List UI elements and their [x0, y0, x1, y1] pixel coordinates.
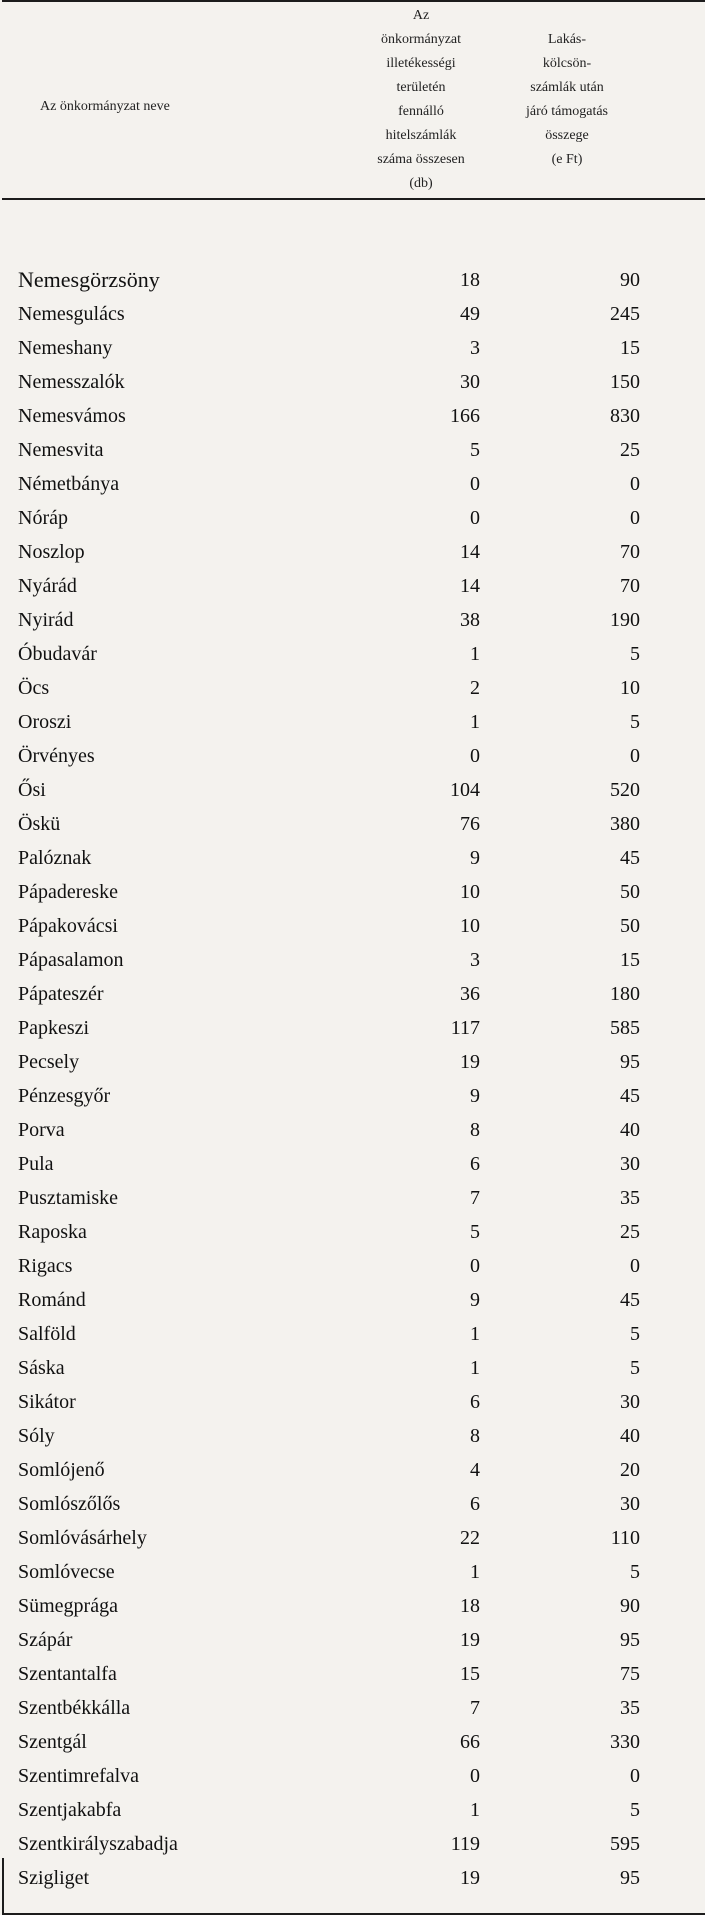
support-amount: 0 — [630, 745, 640, 767]
table-row — [0, 1183, 705, 1217]
table-row — [0, 605, 705, 639]
table-row — [0, 401, 705, 435]
account-count: 5 — [470, 439, 480, 461]
table-row — [0, 1625, 705, 1659]
account-count: 1 — [470, 1799, 480, 1821]
table-row — [0, 537, 705, 571]
municipality-name: Nemesvámos — [18, 405, 126, 427]
support-amount: 70 — [620, 541, 640, 563]
support-amount: 95 — [620, 1867, 640, 1889]
table-row — [0, 911, 705, 945]
municipality-name: Sümegprága — [18, 1595, 118, 1617]
table-row — [0, 673, 705, 707]
municipality-name: Pápadereske — [18, 881, 118, 903]
account-count: 4 — [470, 1459, 480, 1481]
table-row — [0, 1387, 705, 1421]
municipality-name: Papkeszi — [18, 1017, 90, 1039]
table-row — [0, 1081, 705, 1115]
account-count: 0 — [470, 745, 480, 767]
table-row — [0, 843, 705, 877]
municipality-name: Németbánya — [18, 473, 120, 495]
account-count: 8 — [470, 1425, 480, 1447]
support-amount: 190 — [610, 609, 640, 631]
municipality-name: Oroszi — [18, 711, 72, 733]
table-row — [0, 1421, 705, 1455]
account-count: 119 — [450, 1833, 480, 1855]
account-count: 1 — [470, 1357, 480, 1379]
municipality-name: Szentantalfa — [18, 1663, 117, 1685]
table-row — [0, 741, 705, 775]
support-amount: 5 — [630, 1323, 640, 1345]
municipality-name: Szápár — [18, 1629, 73, 1651]
account-count: 9 — [470, 1085, 480, 1107]
municipality-name: Románd — [18, 1289, 86, 1311]
account-count: 7 — [470, 1697, 480, 1719]
table-row — [0, 367, 705, 401]
municipality-name: Ősi — [18, 779, 46, 801]
municipality-name: Somlószőlős — [18, 1493, 121, 1515]
municipality-name: Sóly — [18, 1425, 55, 1447]
support-amount: 595 — [610, 1833, 640, 1855]
table-row — [0, 1591, 705, 1625]
support-amount: 45 — [620, 1289, 640, 1311]
support-amount: 0 — [630, 1255, 640, 1277]
support-amount: 20 — [620, 1459, 640, 1481]
table-row — [0, 1217, 705, 1251]
column-header-count: Az önkormányzat illetékességi területén fennálló hitelszámlák száma összesen (db) — [377, 8, 465, 191]
table-row — [0, 469, 705, 503]
support-amount: 35 — [620, 1697, 640, 1719]
support-amount: 5 — [630, 643, 640, 665]
table-row — [0, 809, 705, 843]
municipality-name: Szentjakabfa — [18, 1799, 122, 1821]
account-count: 0 — [470, 473, 480, 495]
account-count: 49 — [460, 303, 480, 325]
account-count: 22 — [460, 1527, 480, 1549]
table-row — [0, 435, 705, 469]
account-count: 0 — [470, 507, 480, 529]
support-amount: 0 — [630, 473, 640, 495]
support-amount: 585 — [610, 1017, 640, 1039]
support-amount: 75 — [620, 1663, 640, 1685]
municipality-name: Somlóvásárhely — [18, 1527, 147, 1549]
municipality-name: Pénzesgyőr — [18, 1085, 111, 1107]
support-amount: 5 — [630, 1561, 640, 1583]
municipality-name: Nyirád — [18, 609, 74, 631]
municipality-name: Noszlop — [18, 541, 85, 563]
account-count: 14 — [460, 575, 480, 597]
account-count: 19 — [460, 1629, 480, 1651]
support-amount: 245 — [610, 303, 640, 325]
municipality-name: Pusztamiske — [18, 1187, 118, 1209]
support-amount: 5 — [630, 1357, 640, 1379]
support-amount: 30 — [620, 1391, 640, 1413]
support-amount: 40 — [620, 1425, 640, 1447]
table-row — [0, 1829, 705, 1863]
support-amount: 150 — [610, 371, 640, 393]
support-amount: 10 — [620, 677, 640, 699]
support-amount: 70 — [620, 575, 640, 597]
table-row — [0, 707, 705, 741]
table-row — [0, 1251, 705, 1285]
account-count: 76 — [460, 813, 480, 835]
account-count: 15 — [460, 1663, 480, 1685]
account-count: 7 — [470, 1187, 480, 1209]
municipality-name: Somlójenő — [18, 1459, 105, 1481]
column-header-name: Az önkormányzat neve — [40, 99, 170, 114]
municipality-name: Pápateszér — [18, 983, 104, 1005]
account-count: 10 — [460, 915, 480, 937]
municipality-name: Pecsely — [18, 1051, 80, 1073]
support-amount: 90 — [620, 1595, 640, 1617]
table-row — [0, 1353, 705, 1387]
account-count: 8 — [470, 1119, 480, 1141]
municipality-name: Nemesszalók — [18, 371, 125, 393]
account-count: 1 — [470, 1323, 480, 1345]
municipality-name: Pápasalamon — [18, 949, 124, 971]
support-amount: 35 — [620, 1187, 640, 1209]
account-count: 0 — [470, 1255, 480, 1277]
table-row — [0, 1523, 705, 1557]
account-count: 6 — [470, 1153, 480, 1175]
table-row — [0, 1047, 705, 1081]
account-count: 18 — [460, 1595, 480, 1617]
table-row — [0, 1795, 705, 1829]
column-header-amount: Lakás- kölcsön- számlák után járó támogatás összege (e Ft) — [525, 32, 609, 167]
account-count: 166 — [450, 405, 480, 427]
account-count: 18 — [460, 269, 480, 291]
municipality-name: Sikátor — [18, 1391, 76, 1413]
account-count: 117 — [450, 1017, 480, 1039]
municipality-name: Öskü — [18, 813, 61, 835]
account-count: 2 — [470, 677, 480, 699]
top-rule — [2, 0, 705, 2]
account-count: 14 — [460, 541, 480, 563]
municipality-name: Somlóvecse — [18, 1561, 115, 1583]
support-amount: 95 — [620, 1051, 640, 1073]
municipality-name: Rigacs — [18, 1255, 73, 1277]
table-row — [0, 265, 705, 299]
support-amount: 50 — [620, 881, 640, 903]
support-amount: 830 — [610, 405, 640, 427]
account-count: 0 — [470, 1765, 480, 1787]
account-count: 19 — [460, 1867, 480, 1889]
municipality-name: Szigliget — [18, 1867, 90, 1889]
support-amount: 95 — [620, 1629, 640, 1651]
support-amount: 110 — [610, 1527, 640, 1549]
table-row — [0, 1013, 705, 1047]
municipality-name: Nemeshany — [18, 337, 113, 359]
support-amount: 380 — [610, 813, 640, 835]
table-row — [0, 1863, 705, 1897]
account-count: 6 — [470, 1493, 480, 1515]
municipality-name: Raposka — [18, 1221, 87, 1243]
support-amount: 40 — [620, 1119, 640, 1141]
table-row — [0, 503, 705, 537]
account-count: 38 — [460, 609, 480, 631]
account-count: 9 — [470, 1289, 480, 1311]
table-body — [0, 265, 705, 1897]
table-row — [0, 877, 705, 911]
municipality-name: Sáska — [18, 1357, 65, 1379]
account-count: 3 — [470, 337, 480, 359]
support-amount: 45 — [620, 1085, 640, 1107]
municipality-name: Nyárád — [18, 575, 77, 597]
account-count: 9 — [470, 847, 480, 869]
municipality-name: Pula — [18, 1153, 54, 1175]
left-border — [2, 1858, 4, 1915]
support-amount: 15 — [620, 949, 640, 971]
account-count: 19 — [460, 1051, 480, 1073]
municipality-name: Szentgál — [18, 1731, 87, 1753]
account-count: 5 — [470, 1221, 480, 1243]
table-row — [0, 1727, 705, 1761]
support-amount: 5 — [630, 1799, 640, 1821]
support-amount: 30 — [620, 1493, 640, 1515]
table-row — [0, 1693, 705, 1727]
municipality-name: Porva — [18, 1119, 65, 1141]
account-count: 6 — [470, 1391, 480, 1413]
support-amount: 180 — [610, 983, 640, 1005]
support-amount: 50 — [620, 915, 640, 937]
table-row — [0, 979, 705, 1013]
table-row — [0, 775, 705, 809]
municipality-name: Nemesvita — [18, 439, 104, 461]
support-amount: 90 — [620, 269, 640, 291]
table-row — [0, 1285, 705, 1319]
account-count: 3 — [470, 949, 480, 971]
support-amount: 520 — [610, 779, 640, 801]
municipality-name: Nemesgörzsöny — [18, 267, 160, 292]
support-amount: 5 — [630, 711, 640, 733]
support-amount: 25 — [620, 1221, 640, 1243]
support-amount: 45 — [620, 847, 640, 869]
table-row — [0, 571, 705, 605]
municipality-name: Szentimrefalva — [18, 1765, 140, 1787]
header-rule — [2, 198, 705, 200]
support-amount: 0 — [630, 1765, 640, 1787]
account-count: 1 — [470, 1561, 480, 1583]
municipality-name: Palóznak — [18, 847, 92, 869]
account-count: 10 — [460, 881, 480, 903]
account-count: 1 — [470, 711, 480, 733]
support-amount: 330 — [610, 1731, 640, 1753]
account-count: 30 — [460, 371, 480, 393]
table-row — [0, 639, 705, 673]
table-row — [0, 945, 705, 979]
account-count: 36 — [460, 983, 480, 1005]
municipality-name: Öcs — [18, 677, 50, 699]
table-row — [0, 1319, 705, 1353]
support-amount: 30 — [620, 1153, 640, 1175]
municipality-name: Szentkirályszabadja — [18, 1833, 178, 1855]
table-row — [0, 299, 705, 333]
municipality-name: Salföld — [18, 1323, 76, 1345]
support-amount: 0 — [630, 507, 640, 529]
account-count: 104 — [450, 779, 480, 801]
table-row — [0, 1149, 705, 1183]
support-amount: 15 — [620, 337, 640, 359]
municipality-name: Szentbékkálla — [18, 1697, 131, 1719]
account-count: 1 — [470, 643, 480, 665]
table-row — [0, 333, 705, 367]
municipality-name: Örvényes — [18, 745, 95, 767]
account-count: 66 — [460, 1731, 480, 1753]
table-row — [0, 1659, 705, 1693]
table-row — [0, 1761, 705, 1795]
municipality-name: Óbudavár — [18, 643, 97, 665]
support-amount: 25 — [620, 439, 640, 461]
table-row — [0, 1115, 705, 1149]
municipality-name: Pápakovácsi — [18, 915, 118, 937]
table-row — [0, 1455, 705, 1489]
table-row — [0, 1489, 705, 1523]
municipality-name: Nemesgulács — [18, 303, 125, 325]
table-row — [0, 1557, 705, 1591]
municipality-name: Nóráp — [18, 507, 68, 529]
